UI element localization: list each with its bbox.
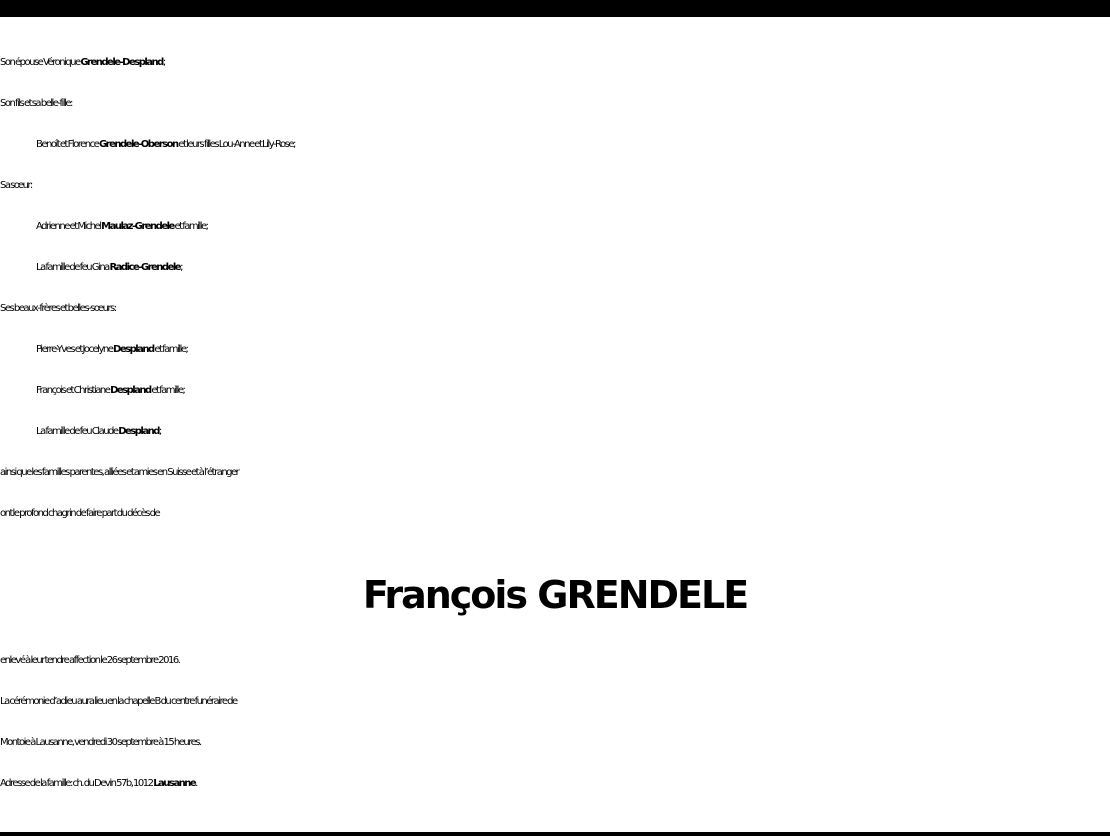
- notice-line-son-heading: Son fils et sa belle-fille:: [0, 98, 72, 109]
- notice-line-inlaw-1: Pierre-Yves et Jocelyne Despland et famille;: [36, 344, 188, 355]
- top-rule: [0, 0, 1110, 17]
- notice-line-spouse: Son épouse Véronique Grendele-Despland;: [0, 57, 165, 68]
- deceased-name: François GRENDELE: [362, 573, 748, 617]
- notice-line-address: Adresse de la famille: ch. du Devin 57b, 1012 Lausanne.: [0, 778, 197, 789]
- bottom-rule: [0, 832, 1110, 836]
- notice-line-inlaw-2: François et Christiane Despland et famille;: [36, 385, 185, 396]
- notice-line-son: Benoît et Florence Grendele-Oberson et leurs filles Lou-Anne et Lily-Rose;: [36, 139, 295, 150]
- notice-line-date: enlevé à leur tendre affection le 26 septembre 2016.: [0, 655, 180, 666]
- notice-line-gina-family: La famille de feu Gina Radice-Grendele;: [36, 262, 182, 273]
- notice-line-announcement: ont le profond chagrin de faire part du décès de: [0, 508, 160, 519]
- notice-line-ceremony: La cérémonie d’adieu aura lieu en la chapelle B du centre funéraire de: [0, 696, 237, 707]
- notice-line-inlaw-3: La famille de feu Claude Despland;: [36, 426, 161, 437]
- notice-line-families: ainsi que les familles parentes, alliées et amies en Suisse et à l’étranger: [0, 467, 239, 478]
- death-notice: [0, 42, 1110, 804]
- notice-line-sister-heading: Sa sœur:: [0, 180, 32, 191]
- notice-line-ceremony-place: Montoie à Lausanne, vendredi 30 septembre à 15 heures.: [0, 737, 201, 748]
- notice-line-sister: Adrienne et Michel Maulaz-Grendele et famille;: [36, 221, 208, 232]
- notice-line-inlaws-heading: Ses beaux-frères et belles-sœurs:: [0, 303, 116, 314]
